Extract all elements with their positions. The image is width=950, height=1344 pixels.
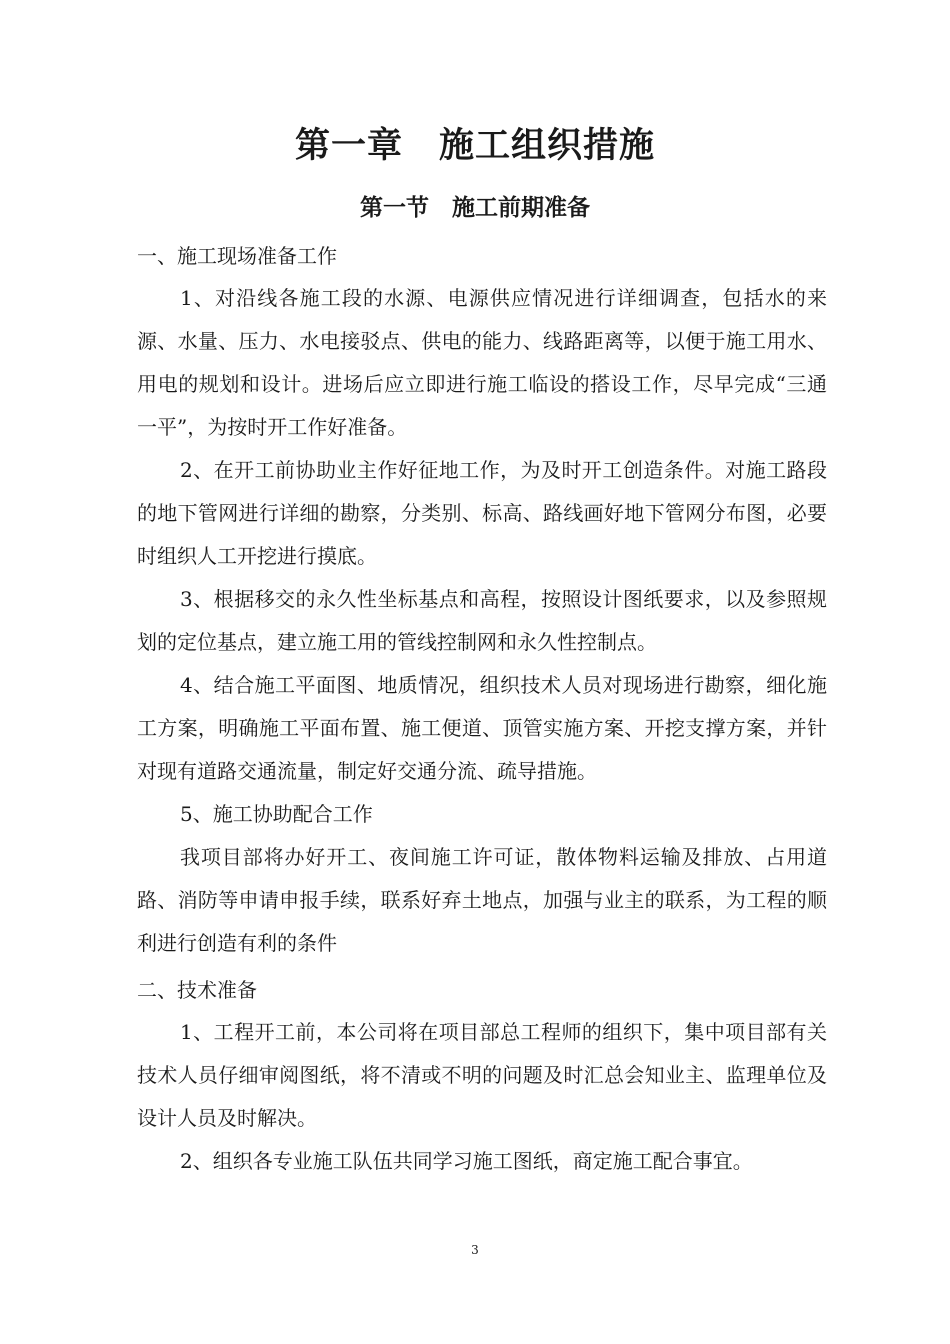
paragraph-permits: 我项目部将办好开工、夜间施工许可证，散体物料运输及排放、占用道路、消防等申请申报手续，联系好弃土地点，加强与业主的联系，为工程的顺利进行创造有利的条件 bbox=[137, 845, 827, 955]
paragraph-land-and-pipe-survey: 2、在开工前协助业主作好征地工作，为及时开工创造条件。对施工路段的地下管网进行详细的勘察，分类别、标高、路线画好地下管网分布图，必要时组织人工开挖进行摸底。 bbox=[137, 458, 827, 568]
paragraph-water-power-survey: 1、对沿线各施工段的水源、电源供应情况进行详细调查，包括水的来源、水量、压力、水电接驳点、供电的能力、线路距离等，以便于施工用水、用电的规划和设计。进场后应立即进行施工临设的搭设工作，尽早完成“三通一平”，为按时开工作好准备。 bbox=[137, 286, 827, 439]
section-title: 第一节 施工前期准备 bbox=[360, 195, 590, 221]
paragraph-team-study: 2、组织各专业施工队伍共同学习施工图纸，商定施工配合事宜。 bbox=[180, 1149, 753, 1173]
paragraph-coordination-heading: 5、施工协助配合工作 bbox=[180, 802, 373, 826]
page-number: 3 bbox=[471, 1243, 479, 1257]
chapter-title: 第一章 施工组织措施 bbox=[294, 126, 655, 166]
heading-site-preparation: 一、施工现场准备工作 bbox=[137, 244, 337, 268]
paragraph-drawing-review: 1、工程开工前，本公司将在项目部总工程师的组织下，集中项目部有关技术人员仔细审阅图纸，将不清或不明的问题及时汇总会知业主、监理单位及设计人员及时解决。 bbox=[137, 1020, 827, 1130]
paragraph-site-investigation: 4、结合施工平面图、地质情况，组织技术人员对现场进行勘察，细化施工方案，明确施工平面布置、施工便道、顶管实施方案、开挖支撑方案，并针对现有道路交通流量，制定好交通分流、疏导措施。 bbox=[137, 673, 827, 783]
heading-technical-preparation: 二、技术准备 bbox=[137, 978, 257, 1002]
paragraph-control-network: 3、根据移交的永久性坐标基点和高程，按照设计图纸要求，以及参照规划的定位基点，建立施工用的管线控制网和永久性控制点。 bbox=[137, 587, 827, 654]
document-body bbox=[137, 235, 827, 1183]
